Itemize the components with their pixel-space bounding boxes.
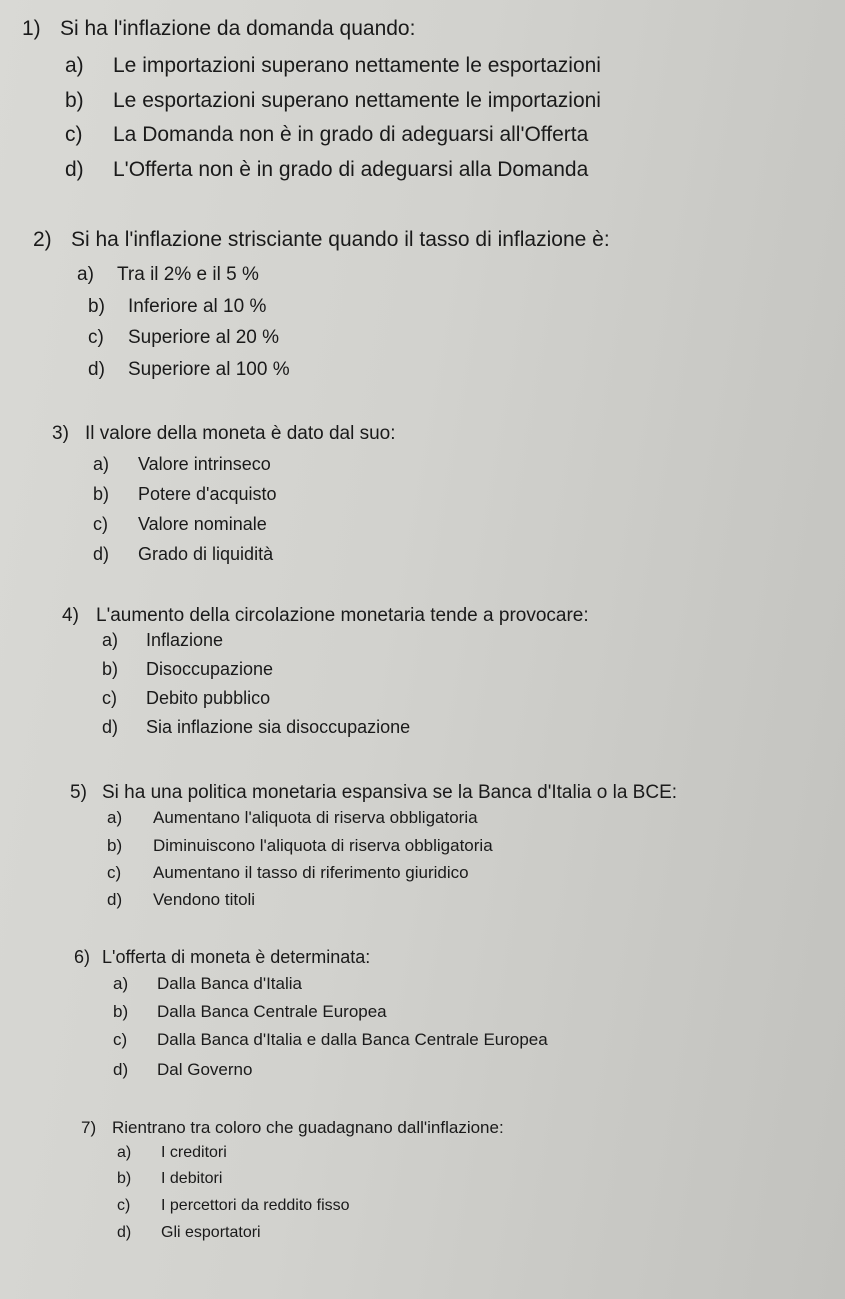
option-text: Vendono titoli (153, 890, 256, 909)
question-6 (74, 947, 370, 968)
option-text: Dalla Banca d'Italia e dalla Banca Centrale Europea (157, 1030, 548, 1049)
option-text: Superiore al 100 % (128, 359, 290, 380)
question-text: L'offerta di moneta è determinata: (102, 947, 371, 967)
option-5c (107, 863, 469, 883)
option-text: Superiore al 20 % (128, 327, 280, 348)
question-number: 4) (62, 605, 79, 626)
option-text: Diminuiscono l'aliquota di riserva obbligatoria (153, 836, 493, 855)
option-text: Aumentano l'aliquota di riserva obbligatoria (153, 808, 478, 827)
question-text: L'aumento della circolazione monetaria tende a provocare: (96, 605, 589, 626)
option-7b (117, 1170, 222, 1188)
option-text: L'Offerta non è in grado di adeguarsi alla Domanda (113, 158, 589, 181)
option-letter: a) (65, 54, 84, 77)
question-number: 3) (52, 423, 69, 444)
option-letter: a) (102, 630, 119, 650)
option-5b (107, 836, 493, 856)
option-2a (77, 264, 259, 286)
option-3a (93, 454, 271, 475)
option-text: Tra il 2% e il 5 % (117, 264, 259, 285)
option-letter: a) (77, 264, 94, 285)
option-text: Sia inflazione sia disoccupazione (146, 717, 411, 737)
option-letter: d) (107, 890, 123, 909)
option-text: Inferiore al 10 % (128, 296, 267, 317)
option-7d (117, 1224, 261, 1242)
question-text: Si ha l'inflazione strisciante quando il tasso di inflazione è: (71, 228, 610, 251)
option-letter: a) (93, 454, 110, 474)
option-text: Dal Governo (157, 1060, 253, 1079)
question-number: 1) (22, 17, 41, 40)
option-letter: b) (107, 836, 123, 855)
option-text: Valore intrinseco (138, 454, 271, 474)
question-1 (22, 17, 415, 41)
option-1c (65, 123, 588, 147)
option-6b (113, 1002, 387, 1022)
option-letter: c) (65, 123, 83, 146)
option-letter: b) (88, 296, 105, 317)
option-2b (88, 296, 266, 318)
question-number: 7) (81, 1118, 97, 1137)
option-letter: d) (117, 1224, 132, 1241)
option-letter: a) (113, 974, 129, 993)
option-6c (113, 1030, 548, 1050)
option-text: I percettori da reddito fisso (161, 1197, 350, 1214)
question-text: Si ha una politica monetaria espansiva se la Banca d'Italia o la BCE: (102, 782, 678, 803)
option-7a (117, 1144, 227, 1162)
option-3d (93, 544, 273, 565)
option-1a (65, 54, 601, 78)
option-3b (93, 484, 277, 505)
option-4a (102, 630, 223, 651)
question-text: Rientrano tra coloro che guadagnano dall'inflazione: (112, 1118, 504, 1137)
option-5a (107, 808, 478, 828)
option-text: Dalla Banca Centrale Europea (157, 1002, 387, 1021)
option-2d (88, 359, 290, 381)
option-6d (113, 1060, 252, 1080)
option-letter: a) (107, 808, 123, 827)
option-letter: d) (65, 158, 84, 181)
option-letter: c) (113, 1030, 128, 1049)
option-text: Potere d'acquisto (138, 484, 277, 504)
question-7 (81, 1118, 504, 1138)
option-letter: d) (88, 359, 105, 380)
option-1b (65, 89, 601, 113)
question-2 (33, 228, 610, 252)
question-5 (70, 782, 677, 804)
option-text: La Domanda non è in grado di adeguarsi all'Offerta (113, 123, 589, 146)
option-letter: d) (102, 717, 119, 737)
option-4c (102, 688, 270, 709)
option-text: Aumentano il tasso di riferimento giuridico (153, 863, 469, 882)
option-letter: c) (102, 688, 117, 708)
option-letter: c) (93, 514, 108, 534)
option-letter: b) (65, 89, 84, 112)
option-letter: b) (102, 659, 119, 679)
question-text: Si ha l'inflazione da domanda quando: (60, 17, 416, 40)
option-1d (65, 158, 588, 182)
option-letter: b) (117, 1170, 132, 1187)
option-letter: c) (117, 1197, 131, 1214)
option-5d (107, 890, 255, 910)
option-2c (88, 327, 279, 349)
question-4 (62, 605, 589, 627)
option-letter: b) (93, 484, 110, 504)
question-number: 6) (74, 947, 91, 967)
option-letter: c) (107, 863, 122, 882)
option-letter: d) (93, 544, 110, 564)
option-text: Gli esportatori (161, 1224, 261, 1241)
option-text: Le esportazioni superano nettamente le importazioni (113, 89, 601, 112)
option-7c (117, 1197, 350, 1215)
option-text: Disoccupazione (146, 659, 274, 679)
option-text: Valore nominale (138, 514, 267, 534)
option-letter: c) (88, 327, 104, 348)
option-4b (102, 659, 273, 680)
option-text: Inflazione (146, 630, 224, 650)
option-text: I creditori (161, 1144, 227, 1161)
question-3 (52, 423, 396, 445)
option-letter: d) (113, 1060, 129, 1079)
question-number: 5) (70, 782, 87, 803)
option-text: I debitori (161, 1170, 223, 1187)
option-letter: a) (117, 1144, 132, 1161)
question-text: Il valore della moneta è dato dal suo: (85, 423, 396, 444)
option-letter: b) (113, 1002, 129, 1021)
option-6a (113, 974, 302, 994)
option-text: Dalla Banca d'Italia (157, 974, 302, 993)
option-text: Grado di liquidità (138, 544, 274, 564)
option-3c (93, 514, 267, 535)
question-number: 2) (33, 228, 52, 251)
option-text: Le importazioni superano nettamente le esportazioni (113, 54, 601, 77)
option-4d (102, 717, 410, 738)
option-text: Debito pubblico (146, 688, 271, 708)
